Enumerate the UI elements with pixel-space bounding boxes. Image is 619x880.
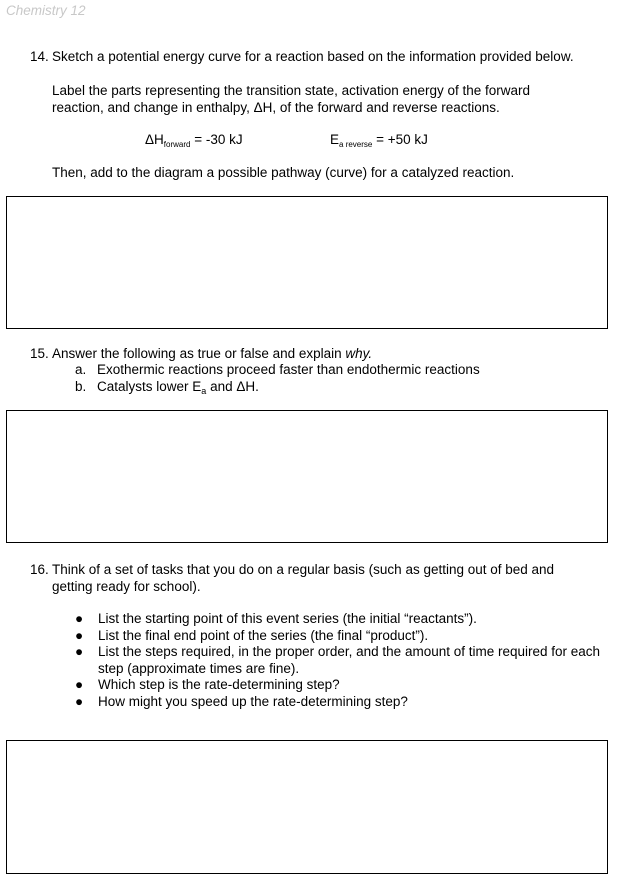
- given-activation-energy-reverse: [330, 132, 428, 147]
- statement-b-text: Catalysts lower E: [97, 378, 202, 394]
- answer-box-16[interactable]: [6, 740, 608, 874]
- page-header: Chemistry 12: [6, 3, 86, 18]
- task-list-item-text: List the steps required, in the proper order, and the amount of time required for each step (approximate times are fine).: [98, 644, 601, 676]
- bullet-icon: ●: [75, 627, 84, 643]
- task-list-item-text: List the final end point of the series (the final “product”).: [98, 627, 429, 643]
- question-16-line-1: Think of a set of tasks that you do on a regular basis (such as getting out of bed and: [52, 562, 555, 577]
- task-list-item-text: List the starting point of this event series (the initial “reactants”).: [98, 611, 477, 626]
- question-14-catalyzed-instruction: Then, add to the diagram a possible pathway (curve) for a catalyzed reaction.: [52, 165, 515, 180]
- task-list-item-text: Which step is the rate-determining step?: [98, 677, 340, 692]
- question-16-number: 16.: [30, 562, 49, 577]
- question-15-prompt-emphasis: why.: [345, 346, 373, 361]
- question-14-instructions-line-2: reaction, and change in enthalpy, ΔH, of the forward and reverse reactions.: [52, 99, 500, 115]
- enthalpy-subscript: forward: [163, 140, 191, 149]
- task-list-item: [75, 611, 605, 628]
- statement-a: [75, 362, 480, 379]
- bullet-icon: ●: [75, 693, 84, 709]
- question-15-prompt: Answer the following as true or false and explain: [52, 346, 346, 361]
- question-15-statements: [75, 362, 480, 396]
- answer-box-15[interactable]: [6, 410, 608, 543]
- enthalpy-symbol: ΔH: [145, 132, 164, 147]
- enthalpy-value: = -30 kJ: [190, 132, 243, 147]
- question-14-instructions: [30, 83, 611, 116]
- activation-energy-value: = +50 kJ: [372, 132, 428, 147]
- activation-energy-subscript: a reverse: [339, 140, 373, 149]
- question-14-instructions-line-1: Label the parts representing the transition state, activation energy of the forward: [52, 83, 531, 98]
- statement-a-marker: a.: [75, 362, 87, 377]
- bullet-icon: ●: [75, 677, 84, 692]
- task-list-item: [75, 677, 605, 694]
- bullet-icon: ●: [75, 611, 84, 626]
- question-15: [30, 346, 611, 363]
- question-16: [30, 562, 611, 595]
- question-16-line-2: getting ready for school).: [52, 578, 201, 594]
- given-enthalpy-forward: [145, 132, 243, 147]
- task-list-item-text: How might you speed up the rate-determining step?: [98, 693, 408, 709]
- question-16-task-list: [75, 611, 605, 710]
- task-list-item: [75, 644, 605, 677]
- activation-energy-symbol: E: [330, 132, 340, 147]
- statement-b: [75, 379, 480, 397]
- statement-b-subscript: a: [201, 385, 207, 396]
- statement-b-text-end: and ΔH.: [206, 378, 259, 394]
- question-14-prompt: Sketch a potential energy curve for a reaction based on the information provided below.: [52, 49, 574, 64]
- question-15-number: 15.: [30, 346, 49, 361]
- answer-box-14[interactable]: [6, 196, 608, 329]
- task-list-item: [75, 694, 605, 711]
- question-14-number: 14.: [30, 49, 49, 64]
- bullet-icon: ●: [75, 644, 84, 659]
- task-list-item: [75, 628, 605, 645]
- question-14: [30, 49, 611, 66]
- statement-a-text: Exothermic reactions proceed faster than endothermic reactions: [97, 362, 480, 377]
- statement-b-marker: b.: [75, 378, 87, 394]
